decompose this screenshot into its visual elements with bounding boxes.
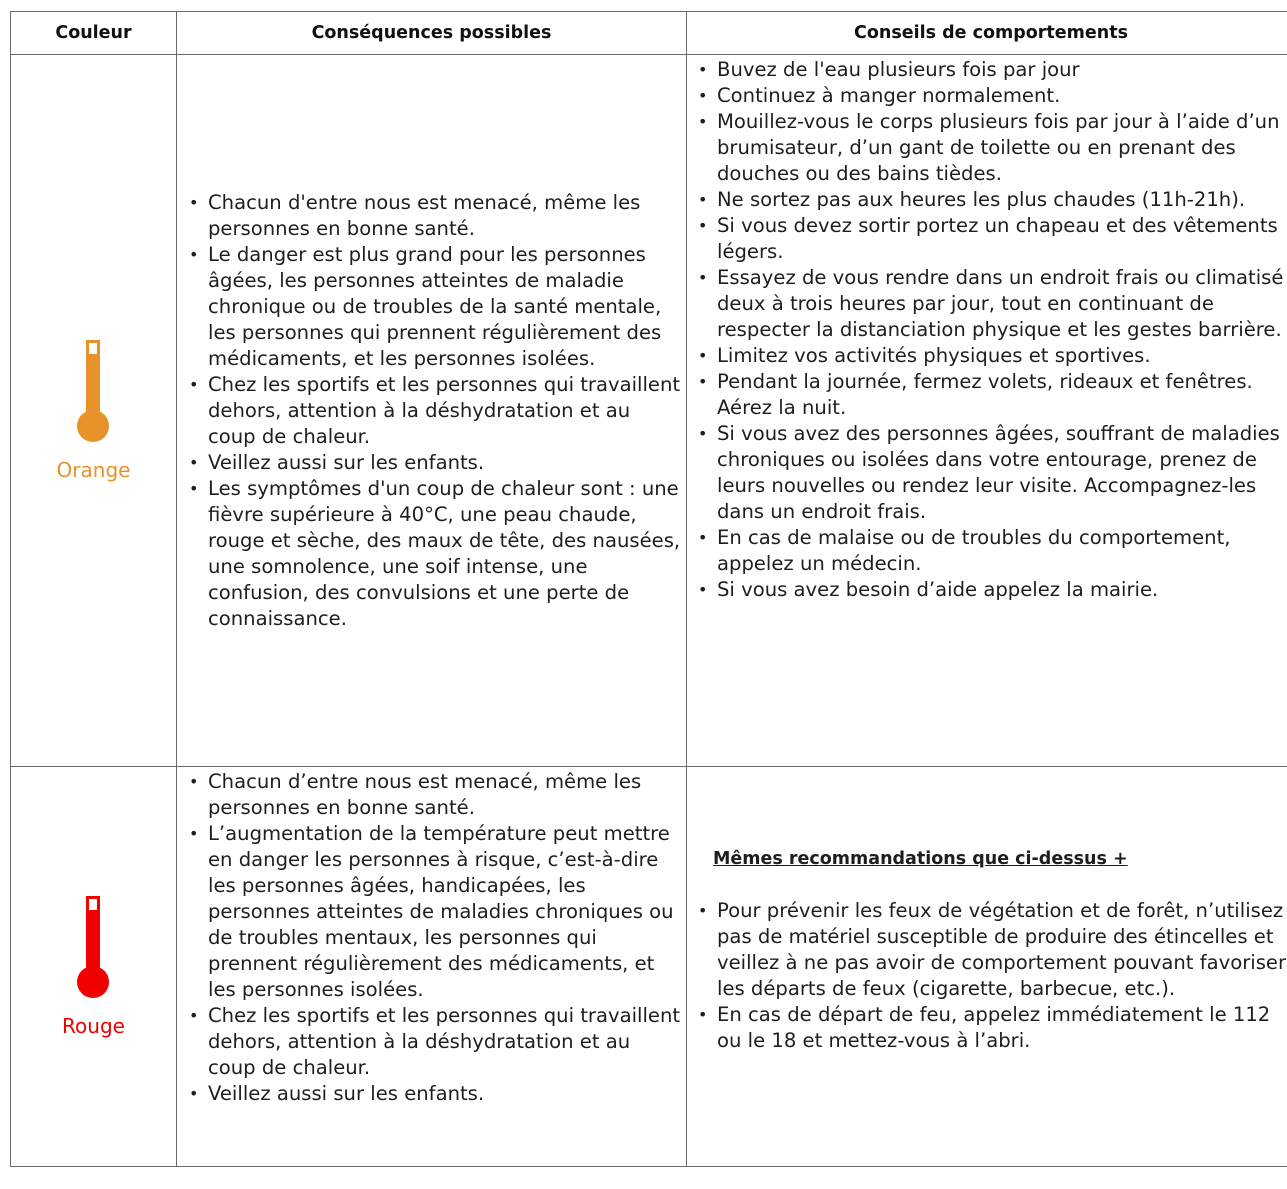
list-item: • Mouillez-vous le corps plusieurs fois par jour à l’aide d’un brumisateur, d’un gant de toilette ou en prenant des douches ou des bains tièdes.	[690, 109, 1287, 187]
header-conseils: Conseils de comportements	[687, 12, 1287, 55]
list-item: • Si vous avez besoin d’aide appelez la mairie.	[690, 577, 1287, 603]
conseils-heading-rouge: Mêmes recommandations que ci-dessus +	[713, 849, 1128, 869]
list-item: • Chacun d'entre nous est menacé, même les personnes en bonne santé.	[181, 190, 682, 242]
list-item: • Continuez à manger normalement.	[690, 83, 1287, 109]
row-orange	[11, 55, 1287, 767]
list-item: • Veillez aussi sur les enfants.	[181, 450, 682, 476]
list-item: • Si vous devez sortir portez un chapeau et des vêtements légers.	[690, 213, 1287, 265]
consequences-cell-rouge	[177, 767, 687, 1167]
list-item: • Chacun d’entre nous est menacé, même les personnes en bonne santé.	[181, 769, 682, 821]
list-item: • Essayez de vous rendre dans un endroit frais ou climatisé deux à trois heures par jour, tout en continuant de respecter la distanciation physique et les gestes barrière.	[690, 265, 1287, 343]
conseils-cell-orange	[687, 55, 1287, 767]
list-item: • Si vous avez des personnes âgées, souffrant de maladies chroniques ou isolées dans votre entourage, prenez de leurs nouvelles ou rendez leur visite. Accompagnez-les dans un endroit frais.	[690, 421, 1287, 525]
header-consequences: Conséquences possibles	[177, 12, 687, 55]
list-item: • L’augmentation de la température peut mettre en danger les personnes à risque, c’est-à-dire les personnes âgées, handicapées, les personnes atteintes de maladies chroniques ou de troubles mentaux, les personnes qui prennent régulièrement des médicaments, et les personnes isolées.	[181, 821, 682, 1003]
list-item: • Pendant la journée, fermez volets, rideaux et fenêtres. Aérez la nuit.	[690, 369, 1287, 421]
level-label-orange: Orange	[56, 457, 131, 482]
conseils-list-rouge	[690, 898, 1287, 1054]
level-label-rouge: Rouge	[62, 1013, 125, 1038]
color-cell-rouge	[11, 767, 177, 1167]
conseils-cell-rouge	[687, 767, 1287, 1167]
consequences-cell-orange	[177, 55, 687, 767]
consequences-list-orange	[181, 190, 682, 632]
list-item: • Buvez de l'eau plusieurs fois par jour	[690, 57, 1287, 83]
header-row	[11, 12, 1287, 55]
thermometer-icon	[74, 340, 114, 444]
list-item: • Ne sortez pas aux heures les plus chaudes (11h-21h).	[690, 187, 1287, 213]
consequences-list-rouge	[181, 769, 682, 1107]
header-couleur: Couleur	[11, 12, 177, 55]
list-item: • Limitez vos activités physiques et sportives.	[690, 343, 1287, 369]
list-item: • En cas de malaise ou de troubles du comportement, appelez un médecin.	[690, 525, 1287, 577]
row-rouge	[11, 767, 1287, 1167]
list-item: • Chez les sportifs et les personnes qui travaillent dehors, attention à la déshydratation et au coup de chaleur.	[181, 372, 682, 450]
list-item: • Chez les sportifs et les personnes qui travaillent dehors, attention à la déshydratation et au coup de chaleur.	[181, 1003, 682, 1081]
list-item: • Veillez aussi sur les enfants.	[181, 1081, 682, 1107]
vigilance-table	[10, 11, 1287, 1167]
color-cell-orange	[11, 55, 177, 767]
vigilance-table-wrapper	[10, 11, 1287, 1167]
conseils-list-orange	[690, 57, 1287, 603]
thermometer-icon	[74, 896, 114, 1000]
list-item: • Les symptômes d'un coup de chaleur sont : une fièvre supérieure à 40°C, une peau chaude, rouge et sèche, des maux de tête, des nausées, une somnolence, une soif intense, une confusion, des convulsions et une perte de connaissance.	[181, 476, 682, 632]
list-item: • En cas de départ de feu, appelez immédiatement le 112 ou le 18 et mettez-vous à l’abri.	[690, 1002, 1287, 1054]
list-item: • Le danger est plus grand pour les personnes âgées, les personnes atteintes de maladie chronique ou de troubles de la santé mentale, les personnes qui prennent régulièrement des médicaments, et les personnes isolées.	[181, 242, 682, 372]
list-item: • Pour prévenir les feux de végétation et de forêt, n’utilisez pas de matériel susceptible de produire des étincelles et veillez à ne pas avoir de comportement pouvant favoriser les départs de feux (cigarette, barbecue, etc.).	[690, 898, 1287, 1002]
